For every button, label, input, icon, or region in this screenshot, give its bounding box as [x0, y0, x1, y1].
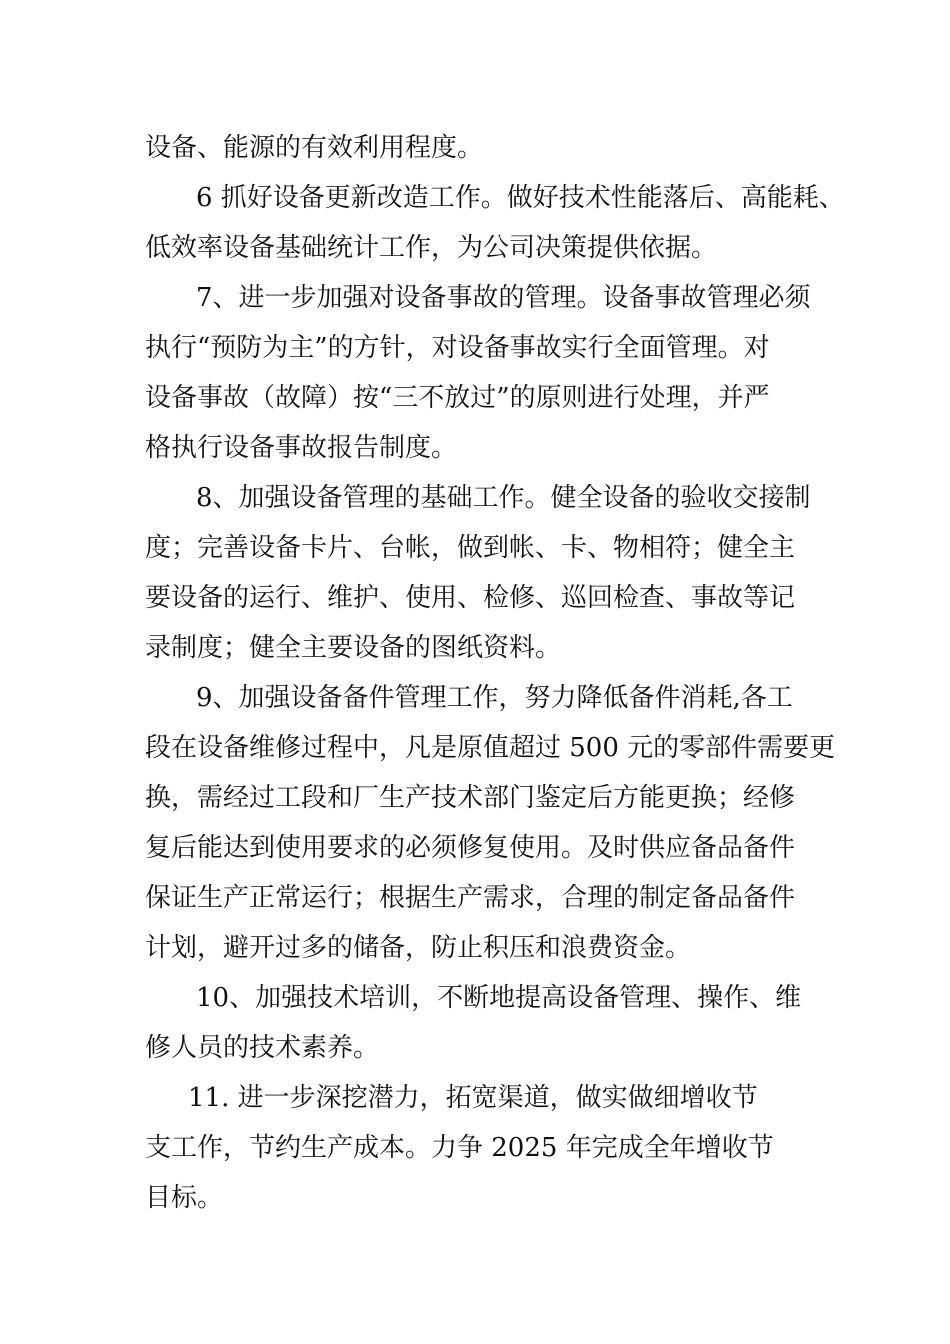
text-line: 执行“预防为主”的方针，对设备事故实行全面管理。对	[145, 333, 770, 363]
text-line: 目标。	[145, 1183, 224, 1213]
text-line: 要设备的运行、维护、使用、检修、巡回检查、事故等记	[145, 583, 796, 613]
text-line: 复后能达到使用要求的必须修复使用。及时供应备品备件	[145, 833, 796, 863]
text-line: 计划，避开过多的储备，防止积压和浪费资金。	[145, 933, 692, 963]
text-line: 9、加强设备备件管理工作，努力降低备件消耗,各工	[196, 683, 793, 713]
text-line: 10、加强技术培训，不断地提高设备管理、操作、维	[196, 983, 802, 1013]
text-line: 设备、能源的有效利用程度。	[145, 133, 484, 163]
text-line: 修人员的技术素养。	[145, 1033, 380, 1063]
text-line: 8、加强设备管理的基础工作。健全设备的验收交接制	[196, 483, 811, 513]
text-line: 段在设备维修过程中，凡是原值超过 500 元的零部件需要更	[145, 733, 836, 763]
text-line: 低效率设备基础统计工作，为公司决策提供依据。	[145, 233, 718, 263]
text-line: 6 抓好设备更新改造工作。做好技术性能落后、高能耗、	[196, 183, 845, 213]
text-line: 度；完善设备卡片、台帐，做到帐、卡、物相符；健全主	[145, 533, 796, 563]
text-line: 格执行设备事故报告制度。	[145, 433, 458, 463]
text-line: 设备事故（故障）按“三不放过”的原则进行处理，并严	[145, 383, 770, 413]
text-line: 换，需经过工段和厂生产技术部门鉴定后方能更换；经修	[145, 783, 796, 813]
text-line: 支工作，节约生产成本。力争 2025 年完成全年增收节	[145, 1133, 774, 1163]
text-line: 录制度；健全主要设备的图纸资料。	[145, 633, 562, 663]
text-line: 11. 进一步深挖潜力，拓宽渠道，做实做细增收节	[188, 1083, 758, 1113]
text-line: 7、进一步加强对设备事故的管理。设备事故管理必须	[196, 283, 811, 313]
text-line: 保证生产正常运行；根据生产需求，合理的制定备品备件	[145, 883, 796, 913]
